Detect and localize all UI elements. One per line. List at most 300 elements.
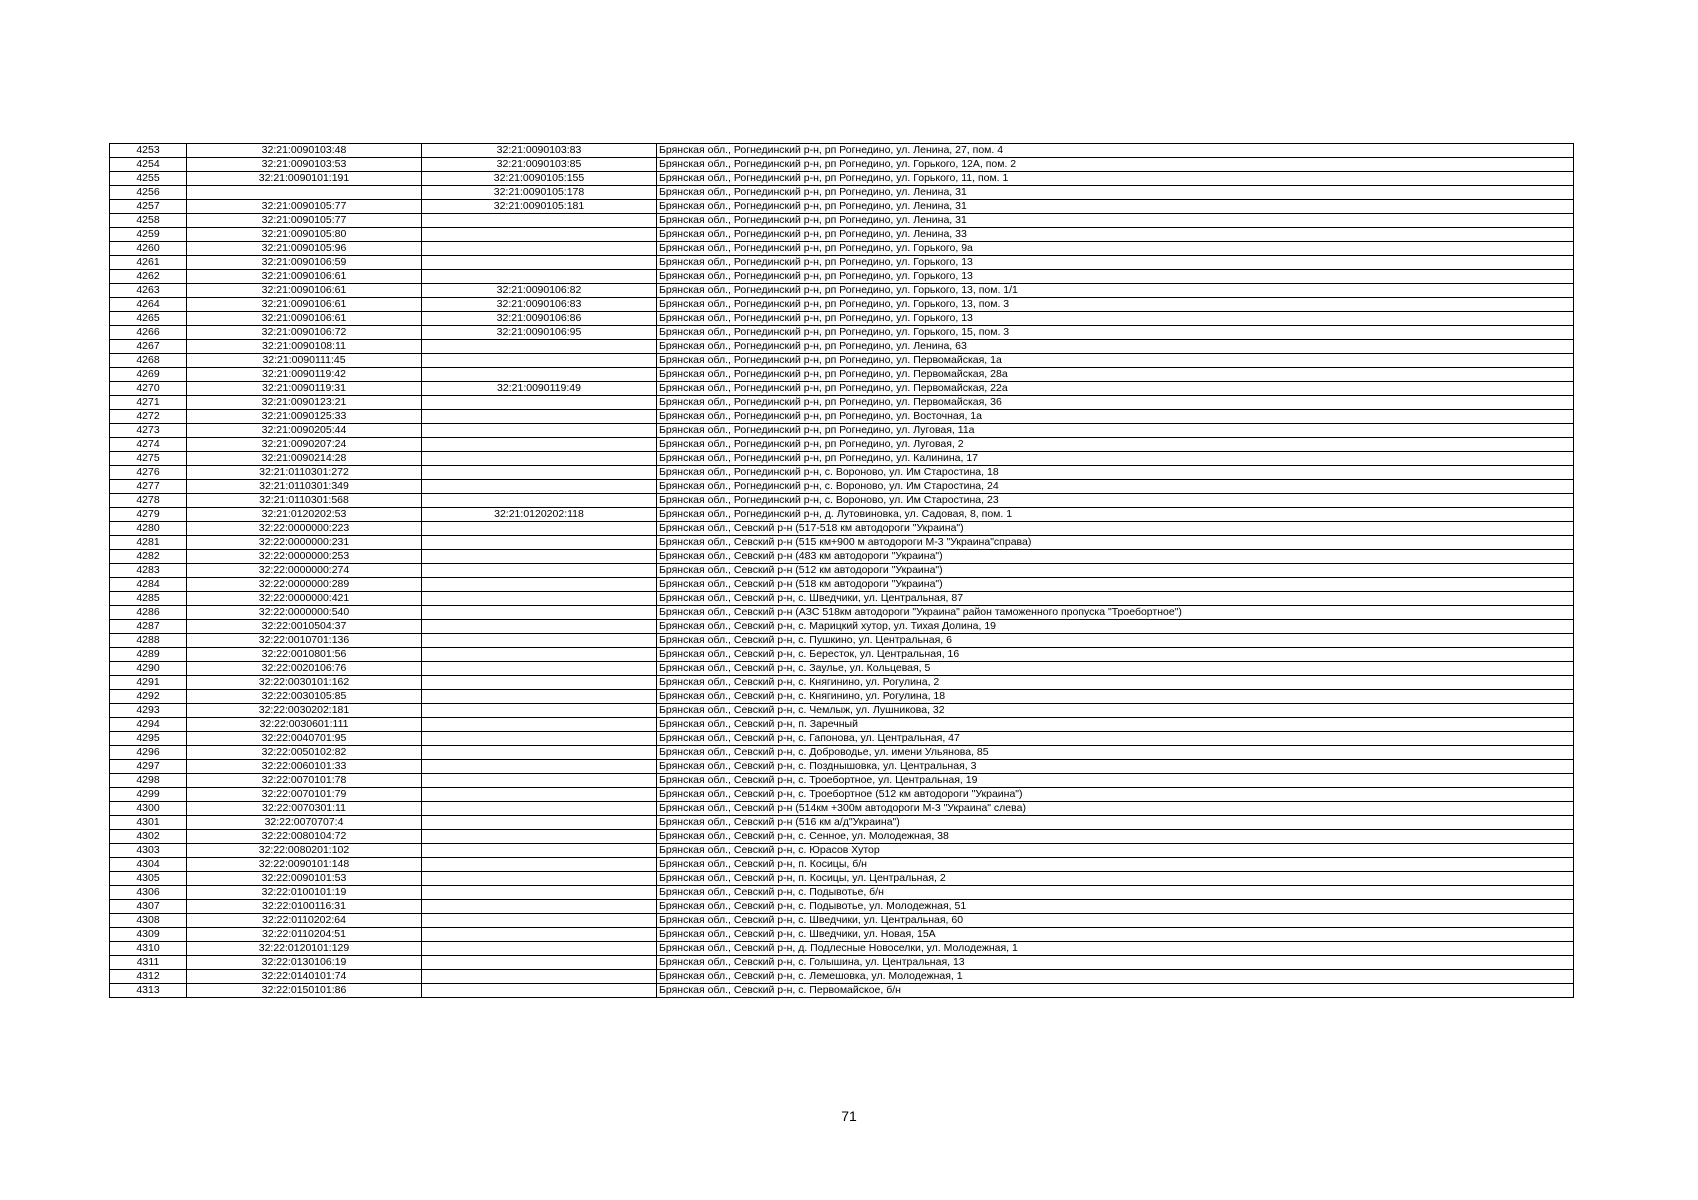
table-row — [110, 396, 1574, 410]
cadastral-number-cell: 32:22:0070101:79 — [187, 788, 422, 802]
object-cadastral-number-cell — [422, 886, 657, 900]
table-row — [110, 718, 1574, 732]
object-cadastral-number-cell: 32:21:0090106:83 — [422, 298, 657, 312]
row-number-cell: 4261 — [110, 256, 187, 270]
address-cell: Брянская обл., Рогнединский р-н, рп Рогнедино, ул. Ленина, 27, пом. 4 — [657, 144, 1574, 158]
row-number-cell: 4288 — [110, 634, 187, 648]
cadastral-number-cell: 32:21:0090119:31 — [187, 382, 422, 396]
cadastral-number-cell: 32:22:0070301:11 — [187, 802, 422, 816]
cadastral-number-cell: 32:22:0100101:19 — [187, 886, 422, 900]
object-cadastral-number-cell — [422, 942, 657, 956]
table-row — [110, 298, 1574, 312]
object-cadastral-number-cell: 32:21:0090105:178 — [422, 186, 657, 200]
object-cadastral-number-cell: 32:21:0090106:82 — [422, 284, 657, 298]
table-row — [110, 438, 1574, 452]
table-row — [110, 270, 1574, 284]
address-cell: Брянская обл., Рогнединский р-н, с. Вороново, ул. Им Старостина, 18 — [657, 466, 1574, 480]
row-number-cell: 4277 — [110, 480, 187, 494]
address-cell: Брянская обл., Рогнединский р-н, рп Рогнедино, ул. Горького, 15, пом. 3 — [657, 326, 1574, 340]
address-cell: Брянская обл., Рогнединский р-н, рп Рогнедино, ул. Горького, 13, пом. 1/1 — [657, 284, 1574, 298]
object-cadastral-number-cell — [422, 438, 657, 452]
row-number-cell: 4279 — [110, 508, 187, 522]
cadastral-number-cell: 32:21:0090103:53 — [187, 158, 422, 172]
address-cell: Брянская обл., Рогнединский р-н, рп Рогнедино, ул. Горького, 12А, пом. 2 — [657, 158, 1574, 172]
address-cell: Брянская обл., Рогнединский р-н, рп Рогнедино, ул. Первомайская, 1а — [657, 354, 1574, 368]
address-cell: Брянская обл., Севский р-н, с. Юрасов Хутор — [657, 844, 1574, 858]
address-cell: Брянская обл., Рогнединский р-н, рп Рогнедино, ул. Первомайская, 28а — [657, 368, 1574, 382]
table-row — [110, 886, 1574, 900]
table-row — [110, 858, 1574, 872]
object-cadastral-number-cell — [422, 718, 657, 732]
object-cadastral-number-cell — [422, 914, 657, 928]
address-cell: Брянская обл., Севский р-н (515 км+900 м автодороги М-3 "Украина"справа) — [657, 536, 1574, 550]
cadastral-number-cell: 32:21:0090207:24 — [187, 438, 422, 452]
table-row — [110, 676, 1574, 690]
row-number-cell: 4296 — [110, 746, 187, 760]
address-cell: Брянская обл., Севский р-н (512 км автодороги "Украина") — [657, 564, 1574, 578]
cadastral-number-cell: 32:22:0010801:56 — [187, 648, 422, 662]
table-row — [110, 914, 1574, 928]
address-cell: Брянская обл., Севский р-н, с. Позднышовка, ул. Центральная, 3 — [657, 760, 1574, 774]
object-cadastral-number-cell — [422, 802, 657, 816]
cadastral-number-cell: 32:22:0080104:72 — [187, 830, 422, 844]
cadastral-number-cell: 32:22:0110204:51 — [187, 928, 422, 942]
row-number-cell: 4299 — [110, 788, 187, 802]
cadastral-number-cell: 32:22:0080201:102 — [187, 844, 422, 858]
cadastral-number-cell: 32:21:0090106:61 — [187, 270, 422, 284]
cadastral-number-cell: 32:22:0030601:111 — [187, 718, 422, 732]
table-row — [110, 830, 1574, 844]
address-cell: Брянская обл., Севский р-н, п. Заречный — [657, 718, 1574, 732]
cadastral-number-cell: 32:21:0090105:77 — [187, 200, 422, 214]
object-cadastral-number-cell — [422, 550, 657, 564]
table-row — [110, 368, 1574, 382]
object-cadastral-number-cell: 32:21:0090103:85 — [422, 158, 657, 172]
object-cadastral-number-cell — [422, 242, 657, 256]
table-row — [110, 200, 1574, 214]
object-cadastral-number-cell: 32:21:0090105:155 — [422, 172, 657, 186]
table-row — [110, 326, 1574, 340]
row-number-cell: 4305 — [110, 872, 187, 886]
cadastral-number-cell: 32:22:0070707:4 — [187, 816, 422, 830]
cadastral-number-cell: 32:21:0090205:44 — [187, 424, 422, 438]
object-cadastral-number-cell — [422, 564, 657, 578]
cadastral-number-cell: 32:21:0110301:568 — [187, 494, 422, 508]
table-row — [110, 466, 1574, 480]
object-cadastral-number-cell — [422, 522, 657, 536]
table-row — [110, 844, 1574, 858]
row-number-cell: 4264 — [110, 298, 187, 312]
address-cell: Брянская обл., Севский р-н, с. Бересток, ул. Центральная, 16 — [657, 648, 1574, 662]
address-cell: Брянская обл., Севский р-н, с. Шведчики, ул. Центральная, 87 — [657, 592, 1574, 606]
object-cadastral-number-cell — [422, 396, 657, 410]
object-cadastral-number-cell: 32:21:0090106:86 — [422, 312, 657, 326]
cadastral-number-cell: 32:22:0040701:95 — [187, 732, 422, 746]
address-cell: Брянская обл., Рогнединский р-н, рп Рогнедино, ул. Калинина, 17 — [657, 452, 1574, 466]
address-cell: Брянская обл., Севский р-н, с. Сенное, ул. Молодежная, 38 — [657, 830, 1574, 844]
address-cell: Брянская обл., Рогнединский р-н, рп Рогнедино, ул. Горького, 13, пом. 3 — [657, 298, 1574, 312]
table-row — [110, 928, 1574, 942]
cadastral-number-cell: 32:22:0030202:181 — [187, 704, 422, 718]
row-number-cell: 4271 — [110, 396, 187, 410]
table-row — [110, 354, 1574, 368]
cadastral-number-cell: 32:21:0090214:28 — [187, 452, 422, 466]
cadastral-number-cell: 32:21:0090125:33 — [187, 410, 422, 424]
cadastral-number-cell: 32:22:0030105:85 — [187, 690, 422, 704]
cadastral-number-cell: 32:22:0030101:162 — [187, 676, 422, 690]
row-number-cell: 4274 — [110, 438, 187, 452]
object-cadastral-number-cell — [422, 606, 657, 620]
address-cell: Брянская обл., Севский р-н, с. Марицкий хутор, ул. Тихая Долина, 19 — [657, 620, 1574, 634]
cadastral-number-cell: 32:21:0090106:61 — [187, 312, 422, 326]
address-cell: Брянская обл., Севский р-н, с. Шведчики, ул. Новая, 15А — [657, 928, 1574, 942]
object-cadastral-number-cell — [422, 676, 657, 690]
object-cadastral-number-cell: 32:21:0090119:49 — [422, 382, 657, 396]
address-cell: Брянская обл., Рогнединский р-н, рп Рогнедино, ул. Луговая, 2 — [657, 438, 1574, 452]
object-cadastral-number-cell — [422, 424, 657, 438]
registry-table-body — [110, 144, 1574, 998]
object-cadastral-number-cell — [422, 466, 657, 480]
object-cadastral-number-cell — [422, 746, 657, 760]
object-cadastral-number-cell: 32:21:0090103:83 — [422, 144, 657, 158]
address-cell: Брянская обл., Рогнединский р-н, рп Рогнедино, ул. Горького, 13 — [657, 256, 1574, 270]
row-number-cell: 4273 — [110, 424, 187, 438]
table-row — [110, 760, 1574, 774]
table-row — [110, 214, 1574, 228]
table-row — [110, 970, 1574, 984]
object-cadastral-number-cell — [422, 410, 657, 424]
table-row — [110, 732, 1574, 746]
table-row — [110, 144, 1574, 158]
address-cell: Брянская обл., Рогнединский р-н, рп Рогнедино, ул. Горького, 13 — [657, 270, 1574, 284]
object-cadastral-number-cell — [422, 984, 657, 998]
cadastral-number-cell: 32:21:0090123:21 — [187, 396, 422, 410]
table-row — [110, 956, 1574, 970]
row-number-cell: 4294 — [110, 718, 187, 732]
address-cell: Брянская обл., Рогнединский р-н, рп Рогнедино, ул. Ленина, 31 — [657, 214, 1574, 228]
cadastral-number-cell: 32:21:0120202:53 — [187, 508, 422, 522]
cadastral-number-cell: 32:22:0000000:231 — [187, 536, 422, 550]
address-cell: Брянская обл., Севский р-н (514км +300м автодороги М-3 "Украина" слева) — [657, 802, 1574, 816]
cadastral-number-cell: 32:22:0060101:33 — [187, 760, 422, 774]
cadastral-number-cell: 32:22:0000000:223 — [187, 522, 422, 536]
table-row — [110, 410, 1574, 424]
address-cell: Брянская обл., Севский р-н, с. Шведчики, ул. Центральная, 60 — [657, 914, 1574, 928]
address-cell: Брянская обл., Севский р-н, с. Заулье, ул. Кольцевая, 5 — [657, 662, 1574, 676]
object-cadastral-number-cell — [422, 830, 657, 844]
row-number-cell: 4286 — [110, 606, 187, 620]
row-number-cell: 4263 — [110, 284, 187, 298]
object-cadastral-number-cell — [422, 270, 657, 284]
row-number-cell: 4282 — [110, 550, 187, 564]
object-cadastral-number-cell — [422, 214, 657, 228]
address-cell: Брянская обл., Севский р-н, п. Косицы, ул. Центральная, 2 — [657, 872, 1574, 886]
object-cadastral-number-cell — [422, 872, 657, 886]
cadastral-number-cell: 32:22:0090101:53 — [187, 872, 422, 886]
table-row — [110, 550, 1574, 564]
object-cadastral-number-cell — [422, 760, 657, 774]
address-cell: Брянская обл., Севский р-н, с. Доброводье, ул. имени Ульянова, 85 — [657, 746, 1574, 760]
row-number-cell: 4302 — [110, 830, 187, 844]
object-cadastral-number-cell — [422, 256, 657, 270]
table-row — [110, 508, 1574, 522]
address-cell: Брянская обл., Севский р-н, с. Гапонова, ул. Центральная, 47 — [657, 732, 1574, 746]
cadastral-number-cell: 32:21:0090119:42 — [187, 368, 422, 382]
object-cadastral-number-cell — [422, 788, 657, 802]
table-row — [110, 578, 1574, 592]
table-row — [110, 634, 1574, 648]
row-number-cell: 4254 — [110, 158, 187, 172]
object-cadastral-number-cell: 32:21:0120202:118 — [422, 508, 657, 522]
cadastral-number-cell: 32:22:0000000:289 — [187, 578, 422, 592]
cadastral-number-cell: 32:21:0090105:80 — [187, 228, 422, 242]
object-cadastral-number-cell — [422, 620, 657, 634]
page-number: 71 — [841, 1108, 857, 1124]
row-number-cell: 4292 — [110, 690, 187, 704]
cadastral-number-cell: 32:21:0090103:48 — [187, 144, 422, 158]
row-number-cell: 4278 — [110, 494, 187, 508]
cadastral-number-cell: 32:22:0000000:274 — [187, 564, 422, 578]
object-cadastral-number-cell — [422, 480, 657, 494]
address-cell: Брянская обл., Севский р-н, с. Подывотье, б/н — [657, 886, 1574, 900]
table-row — [110, 900, 1574, 914]
object-cadastral-number-cell — [422, 732, 657, 746]
row-number-cell: 4290 — [110, 662, 187, 676]
table-row — [110, 228, 1574, 242]
table-row — [110, 158, 1574, 172]
cadastral-number-cell: 32:22:0110202:64 — [187, 914, 422, 928]
row-number-cell: 4309 — [110, 928, 187, 942]
address-cell: Брянская обл., Рогнединский р-н, с. Вороново, ул. Им Старостина, 24 — [657, 480, 1574, 494]
row-number-cell: 4310 — [110, 942, 187, 956]
object-cadastral-number-cell — [422, 900, 657, 914]
row-number-cell: 4256 — [110, 186, 187, 200]
table-row — [110, 788, 1574, 802]
object-cadastral-number-cell — [422, 858, 657, 872]
row-number-cell: 4293 — [110, 704, 187, 718]
cadastral-number-cell: 32:21:0090106:61 — [187, 284, 422, 298]
row-number-cell: 4306 — [110, 886, 187, 900]
object-cadastral-number-cell — [422, 578, 657, 592]
object-cadastral-number-cell — [422, 928, 657, 942]
row-number-cell: 4291 — [110, 676, 187, 690]
row-number-cell: 4281 — [110, 536, 187, 550]
row-number-cell: 4262 — [110, 270, 187, 284]
address-cell: Брянская обл., Севский р-н, п. Косицы, б/н — [657, 858, 1574, 872]
registry-table — [109, 143, 1574, 998]
row-number-cell: 4267 — [110, 340, 187, 354]
object-cadastral-number-cell — [422, 368, 657, 382]
row-number-cell: 4287 — [110, 620, 187, 634]
address-cell: Брянская обл., Рогнединский р-н, рп Рогнедино, ул. Луговая, 11а — [657, 424, 1574, 438]
address-cell: Брянская обл., Севский р-н, с. Троебортное (512 км автодороги "Украина") — [657, 788, 1574, 802]
object-cadastral-number-cell — [422, 648, 657, 662]
address-cell: Брянская обл., Севский р-н (518 км автодороги "Украина") — [657, 578, 1574, 592]
object-cadastral-number-cell — [422, 494, 657, 508]
cadastral-number-cell: 32:21:0090105:77 — [187, 214, 422, 228]
object-cadastral-number-cell — [422, 228, 657, 242]
address-cell: Брянская обл., Севский р-н (516 км а/д"Украина") — [657, 816, 1574, 830]
address-cell: Брянская обл., Севский р-н, с. Княгинино, ул. Рогулина, 18 — [657, 690, 1574, 704]
object-cadastral-number-cell — [422, 354, 657, 368]
table-row — [110, 172, 1574, 186]
table-row — [110, 704, 1574, 718]
object-cadastral-number-cell — [422, 662, 657, 676]
row-number-cell: 4268 — [110, 354, 187, 368]
address-cell: Брянская обл., Рогнединский р-н, д. Лутовиновка, ул. Садовая, 8, пом. 1 — [657, 508, 1574, 522]
cadastral-number-cell: 32:22:0000000:540 — [187, 606, 422, 620]
table-row — [110, 242, 1574, 256]
table-row — [110, 522, 1574, 536]
object-cadastral-number-cell — [422, 844, 657, 858]
address-cell: Брянская обл., Рогнединский р-н, рп Рогнедино, ул. Восточная, 1а — [657, 410, 1574, 424]
table-row — [110, 984, 1574, 998]
address-cell: Брянская обл., Севский р-н, с. Первомайское, б/н — [657, 984, 1574, 998]
address-cell: Брянская обл., Рогнединский р-н, рп Рогнедино, ул. Ленина, 31 — [657, 186, 1574, 200]
row-number-cell: 4272 — [110, 410, 187, 424]
cadastral-number-cell: 32:22:0000000:421 — [187, 592, 422, 606]
cadastral-number-cell: 32:21:0090111:45 — [187, 354, 422, 368]
table-row — [110, 340, 1574, 354]
row-number-cell: 4311 — [110, 956, 187, 970]
cadastral-number-cell: 32:21:0090105:96 — [187, 242, 422, 256]
row-number-cell: 4280 — [110, 522, 187, 536]
cadastral-number-cell: 32:21:0090106:61 — [187, 298, 422, 312]
address-cell: Брянская обл., Рогнединский р-н, рп Рогнедино, ул. Горького, 13 — [657, 312, 1574, 326]
row-number-cell: 4270 — [110, 382, 187, 396]
object-cadastral-number-cell — [422, 690, 657, 704]
row-number-cell: 4258 — [110, 214, 187, 228]
table-row — [110, 480, 1574, 494]
row-number-cell: 4284 — [110, 578, 187, 592]
address-cell: Брянская обл., Рогнединский р-н, рп Рогнедино, ул. Ленина, 63 — [657, 340, 1574, 354]
object-cadastral-number-cell — [422, 970, 657, 984]
cadastral-number-cell: 32:22:0000000:253 — [187, 550, 422, 564]
address-cell: Брянская обл., Рогнединский р-н, рп Рогнедино, ул. Ленина, 31 — [657, 200, 1574, 214]
table-row — [110, 256, 1574, 270]
address-cell: Брянская обл., Рогнединский р-н, рп Рогнедино, ул. Ленина, 33 — [657, 228, 1574, 242]
object-cadastral-number-cell — [422, 956, 657, 970]
row-number-cell: 4276 — [110, 466, 187, 480]
address-cell: Брянская обл., Севский р-н, с. Троебортное, ул. Центральная, 19 — [657, 774, 1574, 788]
row-number-cell: 4298 — [110, 774, 187, 788]
cadastral-number-cell: 32:22:0010504:37 — [187, 620, 422, 634]
cadastral-number-cell: 32:21:0090106:59 — [187, 256, 422, 270]
row-number-cell: 4297 — [110, 760, 187, 774]
table-row — [110, 620, 1574, 634]
row-number-cell: 4312 — [110, 970, 187, 984]
cadastral-number-cell: 32:21:0090101:191 — [187, 172, 422, 186]
cadastral-number-cell: 32:21:0110301:272 — [187, 466, 422, 480]
row-number-cell: 4303 — [110, 844, 187, 858]
address-cell: Брянская обл., Рогнединский р-н, рп Рогнедино, ул. Первомайская, 22а — [657, 382, 1574, 396]
row-number-cell: 4304 — [110, 858, 187, 872]
object-cadastral-number-cell — [422, 340, 657, 354]
object-cadastral-number-cell — [422, 536, 657, 550]
row-number-cell: 4300 — [110, 802, 187, 816]
table-row — [110, 452, 1574, 466]
address-cell: Брянская обл., Севский р-н, с. Княгинино, ул. Рогулина, 2 — [657, 676, 1574, 690]
table-row — [110, 312, 1574, 326]
table-row — [110, 662, 1574, 676]
cadastral-number-cell: 32:22:0010701:136 — [187, 634, 422, 648]
table-row — [110, 648, 1574, 662]
object-cadastral-number-cell — [422, 816, 657, 830]
row-number-cell: 4283 — [110, 564, 187, 578]
table-row — [110, 536, 1574, 550]
table-row — [110, 802, 1574, 816]
address-cell: Брянская обл., Севский р-н (АЗС 518км автодороги "Украина" район таможенного пропуска "Троебортное") — [657, 606, 1574, 620]
table-row — [110, 564, 1574, 578]
address-cell: Брянская обл., Севский р-н, с. Голышина, ул. Центральная, 13 — [657, 956, 1574, 970]
object-cadastral-number-cell: 32:21:0090105:181 — [422, 200, 657, 214]
row-number-cell: 4307 — [110, 900, 187, 914]
row-number-cell: 4289 — [110, 648, 187, 662]
cadastral-number-cell: 32:22:0120101:129 — [187, 942, 422, 956]
address-cell: Брянская обл., Севский р-н (483 км автодороги "Украина") — [657, 550, 1574, 564]
table-row — [110, 690, 1574, 704]
object-cadastral-number-cell: 32:21:0090106:95 — [422, 326, 657, 340]
table-row — [110, 746, 1574, 760]
table-row — [110, 424, 1574, 438]
table-row — [110, 592, 1574, 606]
table-row — [110, 942, 1574, 956]
table-row — [110, 494, 1574, 508]
row-number-cell: 4295 — [110, 732, 187, 746]
table-row — [110, 186, 1574, 200]
object-cadastral-number-cell — [422, 634, 657, 648]
row-number-cell: 4269 — [110, 368, 187, 382]
address-cell: Брянская обл., Рогнединский р-н, рп Рогнедино, ул. Горького, 11, пом. 1 — [657, 172, 1574, 186]
address-cell: Брянская обл., Севский р-н, с. Подывотье, ул. Молодежная, 51 — [657, 900, 1574, 914]
cadastral-number-cell: 32:22:0140101:74 — [187, 970, 422, 984]
address-cell: Брянская обл., Севский р-н, д. Подлесные Новоселки, ул. Молодежная, 1 — [657, 942, 1574, 956]
cadastral-number-cell: 32:22:0130106:19 — [187, 956, 422, 970]
cadastral-number-cell: 32:21:0090106:72 — [187, 326, 422, 340]
object-cadastral-number-cell — [422, 452, 657, 466]
cadastral-number-cell — [187, 186, 422, 200]
cadastral-number-cell: 32:21:0090108:11 — [187, 340, 422, 354]
row-number-cell: 4259 — [110, 228, 187, 242]
cadastral-number-cell: 32:22:0020106:76 — [187, 662, 422, 676]
row-number-cell: 4301 — [110, 816, 187, 830]
row-number-cell: 4253 — [110, 144, 187, 158]
address-cell: Брянская обл., Рогнединский р-н, с. Вороново, ул. Им Старостина, 23 — [657, 494, 1574, 508]
cadastral-number-cell: 32:22:0150101:86 — [187, 984, 422, 998]
row-number-cell: 4257 — [110, 200, 187, 214]
table-row — [110, 872, 1574, 886]
row-number-cell: 4265 — [110, 312, 187, 326]
address-cell: Брянская обл., Севский р-н, с. Чемлыж, ул. Лушникова, 32 — [657, 704, 1574, 718]
row-number-cell: 4308 — [110, 914, 187, 928]
table-row — [110, 284, 1574, 298]
table-row — [110, 606, 1574, 620]
address-cell: Брянская обл., Севский р-н (517-518 км автодороги "Украина") — [657, 522, 1574, 536]
table-row — [110, 382, 1574, 396]
cadastral-number-cell: 32:22:0050102:82 — [187, 746, 422, 760]
address-cell: Брянская обл., Рогнединский р-н, рп Рогнедино, ул. Горького, 9а — [657, 242, 1574, 256]
row-number-cell: 4255 — [110, 172, 187, 186]
table-row — [110, 816, 1574, 830]
row-number-cell: 4313 — [110, 984, 187, 998]
object-cadastral-number-cell — [422, 592, 657, 606]
address-cell: Брянская обл., Севский р-н, с. Пушкино, ул. Центральная, 6 — [657, 634, 1574, 648]
row-number-cell: 4266 — [110, 326, 187, 340]
table-row — [110, 774, 1574, 788]
address-cell: Брянская обл., Севский р-н, с. Лемешовка, ул. Молодежная, 1 — [657, 970, 1574, 984]
row-number-cell: 4260 — [110, 242, 187, 256]
cadastral-number-cell: 32:22:0090101:148 — [187, 858, 422, 872]
